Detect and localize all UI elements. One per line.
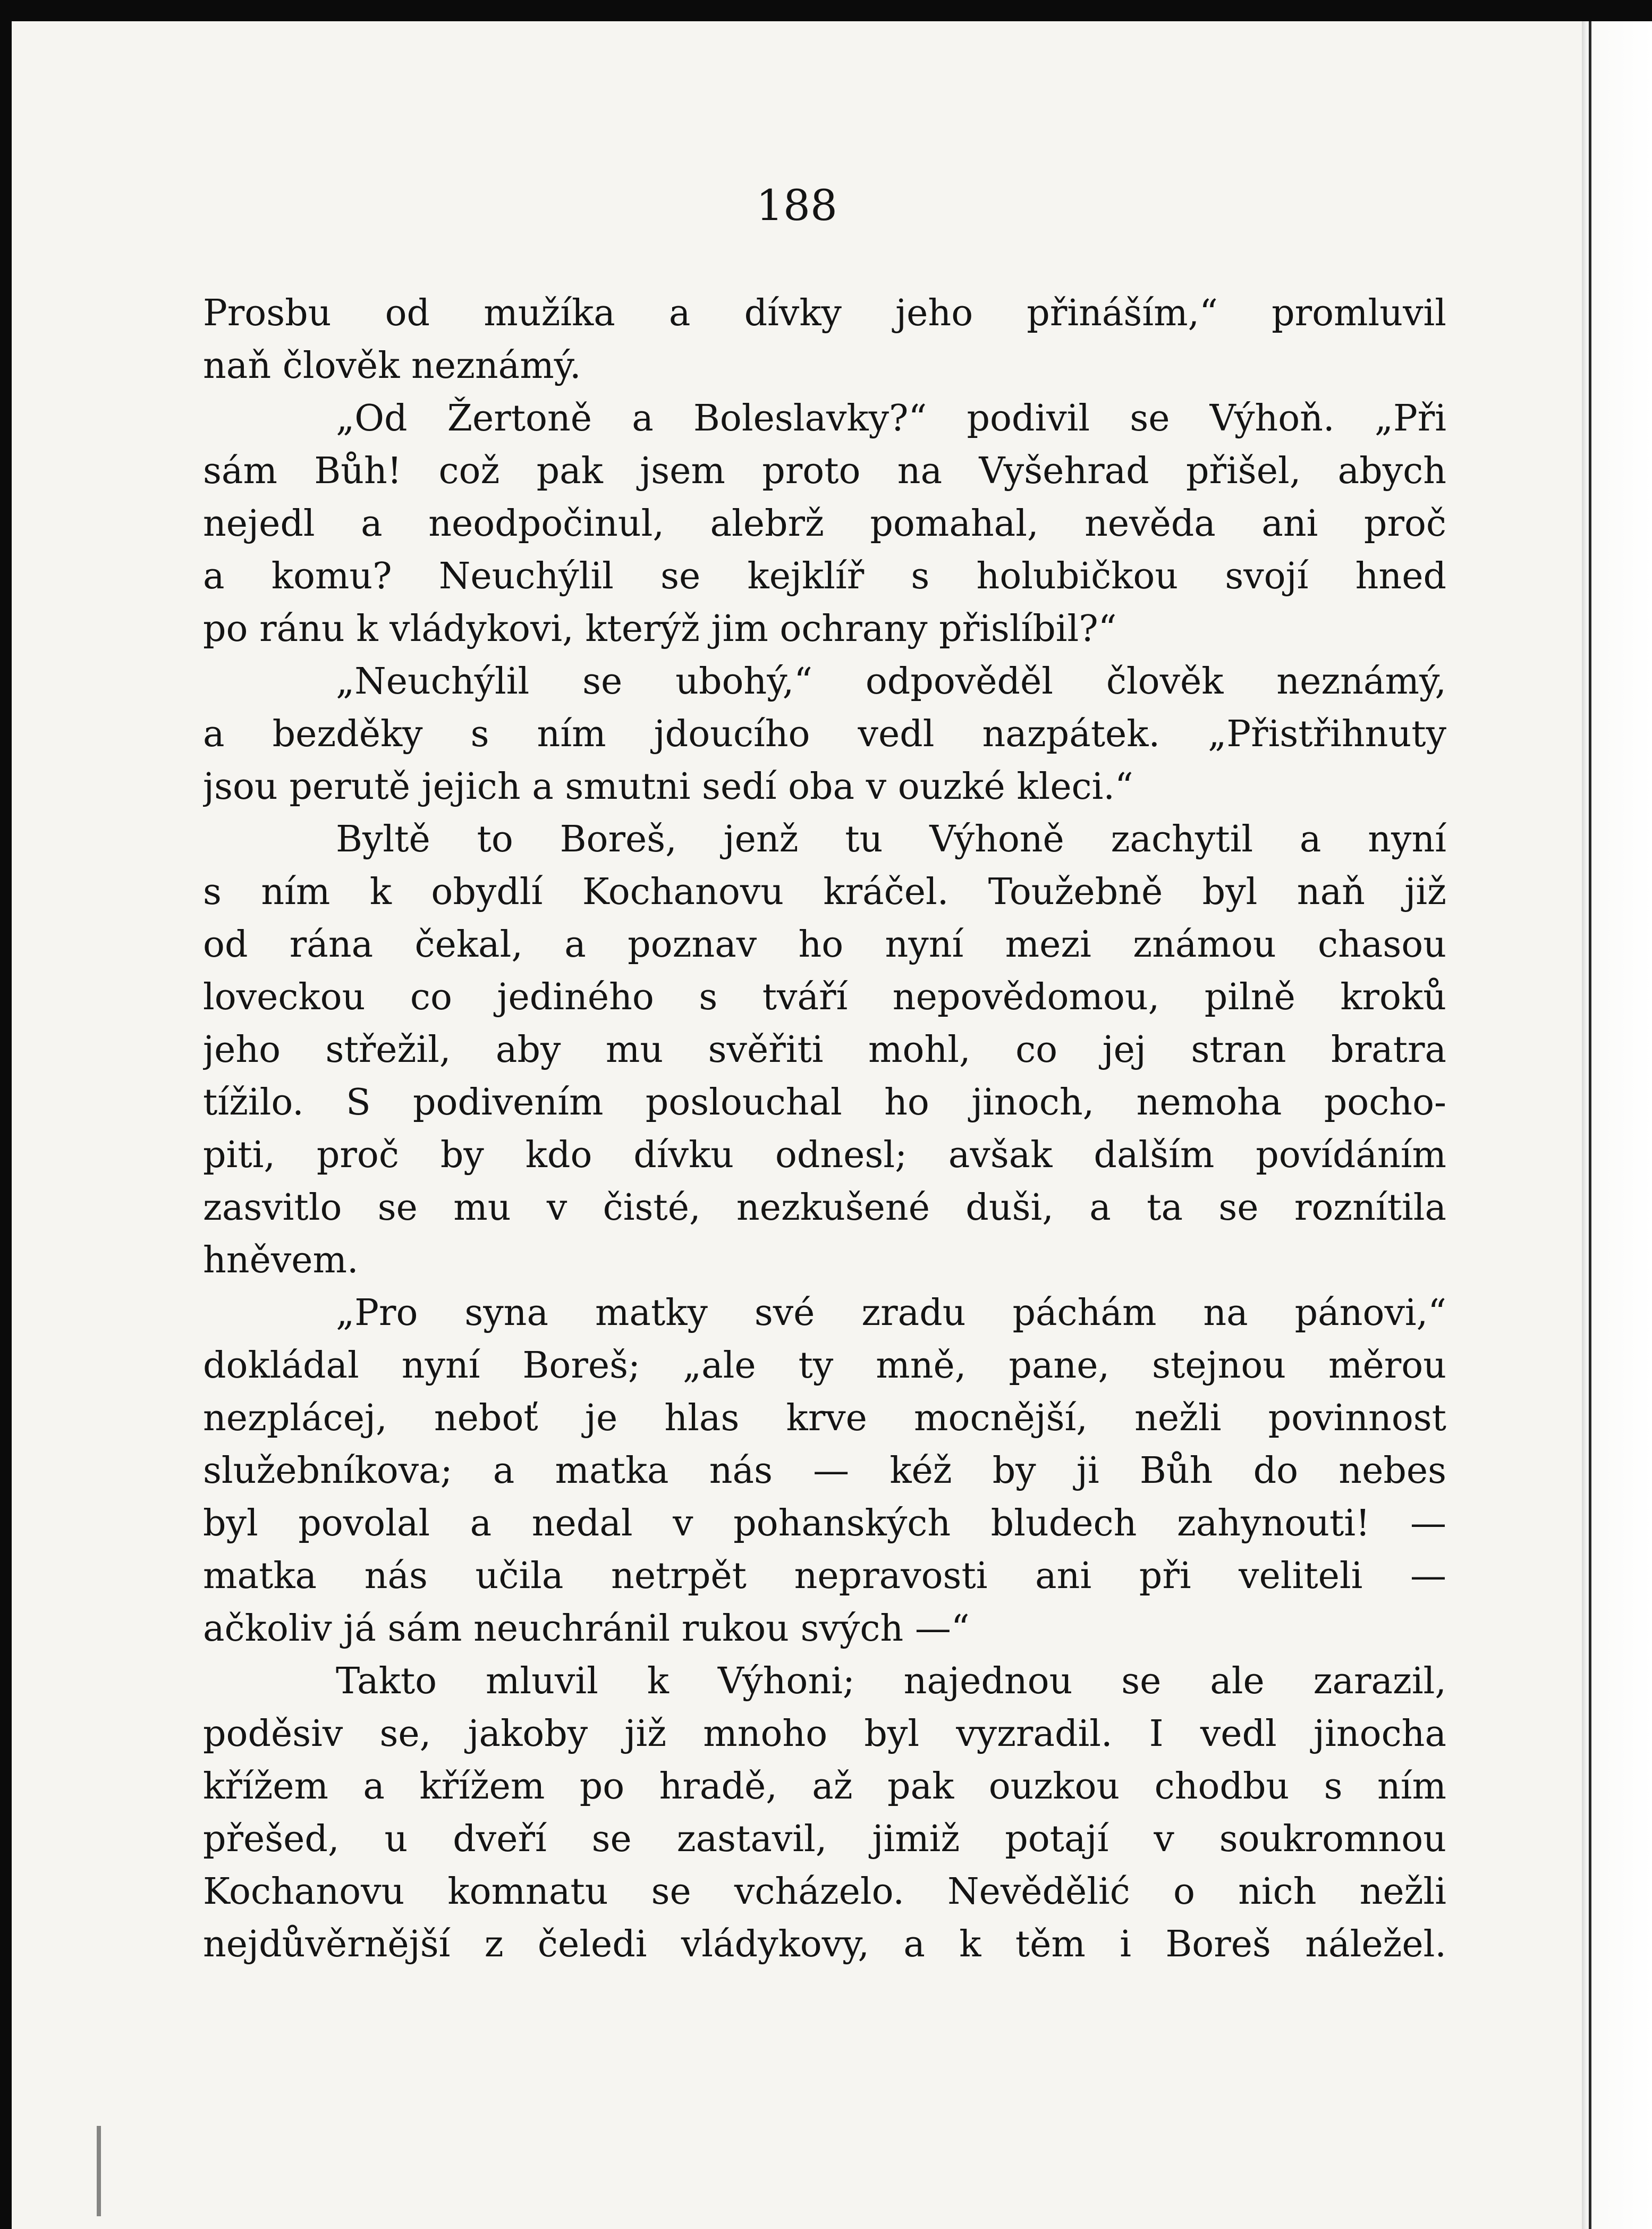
text-line: nejedl a neodpočinul, alebrž pomahal, nevěda ani proč — [203, 503, 1446, 545]
text-line: jsou perutě jejich a smutni sedí oba v ouzké kleci.“ — [203, 766, 1133, 808]
text-line: sám Bůh! což pak jsem proto na Vyšehrad přišel, abych — [203, 450, 1446, 492]
book-page — [12, 21, 1582, 2229]
text-line: zasvitlo se mu v čisté, nezkušené duši, a ta se roznítila — [203, 1187, 1446, 1229]
text-line: dokládal nyní Boreš; „ale ty mně, pane, stejnou měrou — [203, 1345, 1446, 1387]
text-line: jeho střežil, aby mu svěřiti mohl, co jej stran bratra — [203, 1029, 1446, 1071]
page-edge-line — [1589, 21, 1591, 2229]
page-edge — [1582, 21, 1652, 2229]
text-line: s ním k obydlí Kochanovu kráčel. Toužebně byl naň již — [203, 871, 1446, 913]
text-line: „Pro syna matky své zradu páchám na pánovi,“ — [336, 1292, 1446, 1334]
text-line: Prosbu od mužíka a dívky jeho přináším,“ promluvil — [203, 292, 1446, 334]
text-line: od rána čekal, a poznav ho nyní mezi známou chasou — [203, 924, 1446, 966]
text-line: Kochanovu komnatu se vcházelo. Nevědělić o nich nežli — [203, 1871, 1446, 1913]
text-line: po ránu k vládykovi, kterýž jim ochrany přislíbil?“ — [203, 608, 1117, 650]
text-line: a bezděky s ním jdoucího vedl nazpátek. „Přistřihnuty — [203, 713, 1446, 755]
text-line: byl povolal a nedal v pohanských bludech zahynouti! — — [203, 1502, 1446, 1544]
text-line: Byltě to Boreš, jenž tu Výhoně zachytil a nyní — [336, 818, 1446, 860]
text-line: nezplácej, neboť je hlas krve mocnější, nežli povinnost — [203, 1397, 1446, 1439]
text-line: „Neuchýlil se ubohý,“ odpověděl člověk neznámý, — [336, 661, 1446, 703]
text-line: nejdůvěrnější z čeledi vládykovy, a k těm i Boreš náležel. — [203, 1923, 1446, 1965]
text-line: loveckou co jediného s tváří nepovědomou, pilně kroků — [203, 976, 1446, 1018]
page-number: 188 — [756, 181, 837, 230]
text-line: služebníkova; a matka nás — kéž by ji Bůh do nebes — [203, 1450, 1446, 1492]
text-line: Takto mluvil k Výhoni; najednou se ale zarazil, — [336, 1660, 1446, 1702]
text-line: přešed, u dveří se zastavil, jimiž potají v soukromnou — [203, 1818, 1446, 1860]
text-line: ačkoliv já sám neuchránil rukou svých —“ — [203, 1608, 970, 1650]
scan-artifact-mark — [97, 2126, 101, 2216]
text-line: poděsiv se, jakoby již mnoho byl vyzradil. I vedl jinocha — [203, 1713, 1446, 1755]
text-line: piti, proč by kdo dívku odnesl; avšak dalším povídáním — [203, 1134, 1446, 1176]
text-line: křížem a křížem po hradě, až pak ouzkou chodbu s ním — [203, 1766, 1446, 1808]
text-line: „Od Žertoně a Boleslavky?“ podivil se Výhoň. „Při — [336, 398, 1446, 440]
text-line: a komu? Neuchýlil se kejklíř s holubičkou svojí hned — [203, 555, 1446, 597]
text-line: matka nás učila netrpět nepravosti ani při veliteli — — [203, 1555, 1446, 1597]
text-line: tížilo. S podivením poslouchal ho jinoch, nemoha pocho- — [203, 1082, 1446, 1124]
text-line: hněvem. — [203, 1239, 359, 1281]
text-line: naň člověk neznámý. — [203, 345, 581, 387]
body-text — [203, 287, 1446, 1971]
